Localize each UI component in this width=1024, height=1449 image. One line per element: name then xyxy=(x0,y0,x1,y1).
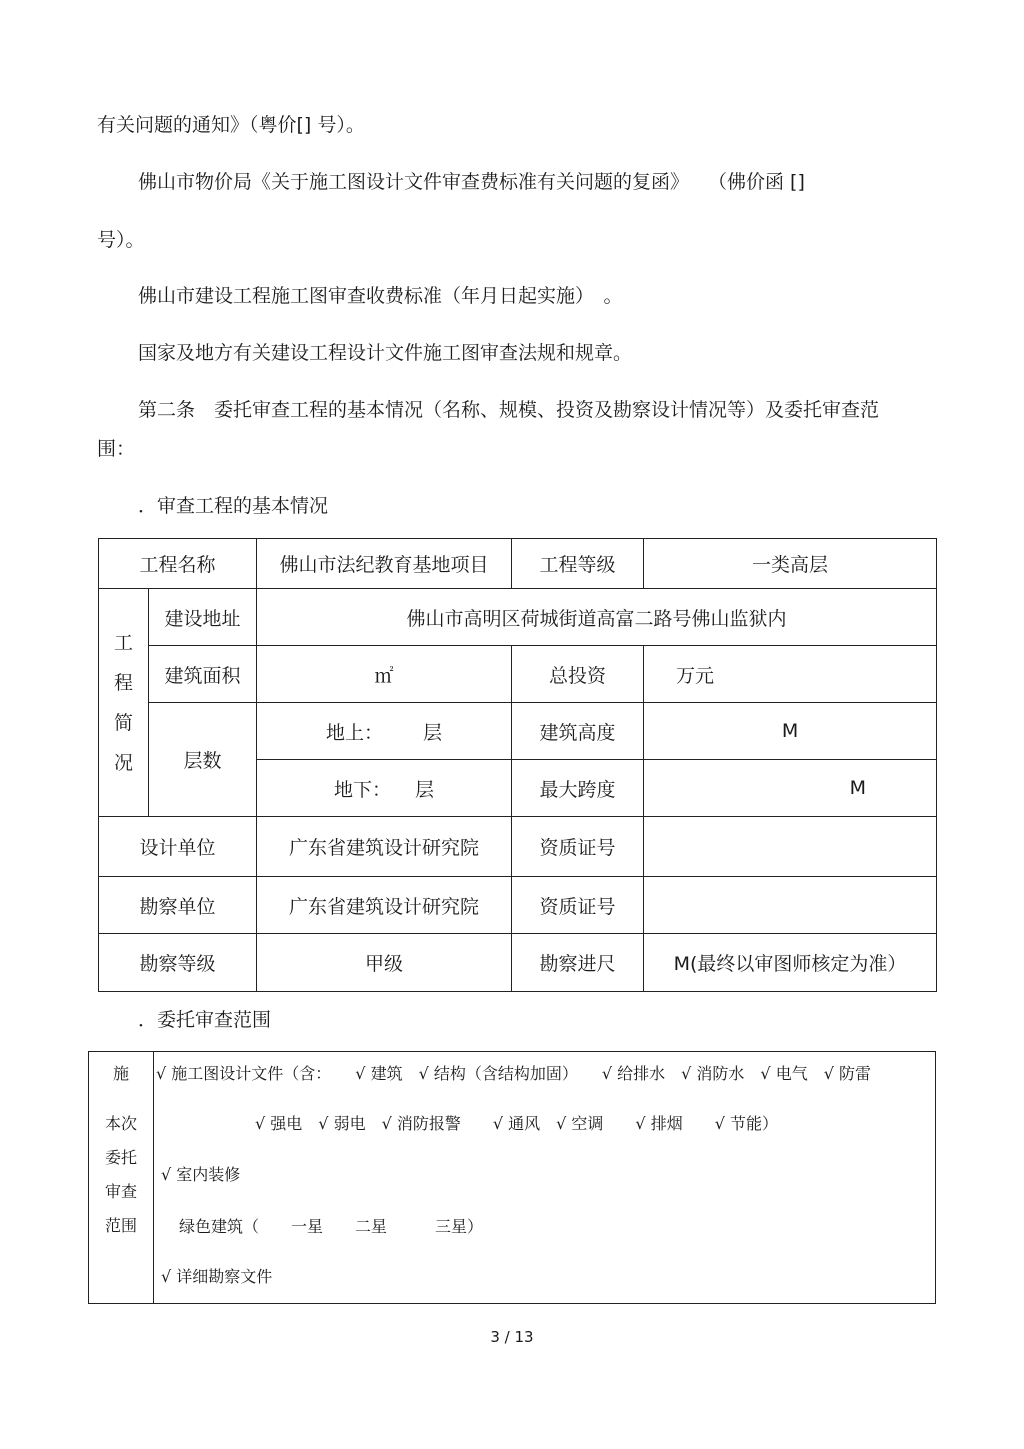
paragraph-regulations: 国家及地方有关建设工程设计文件施工图审查法规和规章。 xyxy=(138,342,633,364)
overview-char: 简 xyxy=(113,711,133,734)
review-scope-box xyxy=(88,1051,936,1304)
floors-above-unit: 层 xyxy=(423,721,443,744)
scope-line-survey: √ 详细勘察文件 xyxy=(161,1267,273,1286)
table-row xyxy=(99,589,937,646)
overview-char: 况 xyxy=(113,751,133,774)
area-value: ㎡ xyxy=(257,646,512,703)
paragraph-foshan-letter-cont: 号）。 xyxy=(97,229,145,251)
design-cert-label: 资质证号 xyxy=(512,817,644,877)
scope-line-green: 绿色建筑（ 一星 二星 三星） xyxy=(179,1217,484,1236)
floors-below-prefix: 地下： xyxy=(334,778,392,801)
project-overview-label xyxy=(99,589,149,817)
floors-above xyxy=(257,703,512,760)
scope-left-char: 范围 xyxy=(104,1216,137,1235)
address-label: 建设地址 xyxy=(149,589,257,646)
area-label: 建筑面积 xyxy=(149,646,257,703)
address-value: 佛山市高明区荷城街道高富二路号佛山监狱内 xyxy=(257,589,937,646)
survey-depth-value: M(最终以审图师核定为准） xyxy=(644,934,937,992)
table-row xyxy=(99,539,937,589)
section-heading-scope: ．委托审查范围 xyxy=(138,1009,272,1031)
survey-cert-value xyxy=(644,877,937,934)
paragraph-notice-end: 有关问题的通知》（粤价[] 号）。 xyxy=(97,114,365,136)
floors-label: 层数 xyxy=(149,703,257,817)
survey-unit-label: 勘察单位 xyxy=(99,877,257,934)
paragraph-article-two: 第二条 委托审查工程的基本情况（名称、规模、投资及勘察设计情况等）及委托审查范 xyxy=(138,399,880,421)
floors-above-prefix: 地上： xyxy=(326,721,384,744)
overview-char: 工 xyxy=(113,631,133,654)
investment-label: 总投资 xyxy=(512,646,644,703)
project-info-table xyxy=(98,538,937,992)
floors-below-unit: 层 xyxy=(415,778,435,801)
survey-depth-label: 勘察进尺 xyxy=(512,934,644,992)
scope-line-systems: √ 强电 √ 弱电 √ 消防报警 √ 通风 √ 空调 √ 排烟 √ 节能） xyxy=(255,1114,778,1133)
project-grade-value: 一类高层 xyxy=(644,539,937,589)
scope-line-drawings: √ 施工图设计文件（含： √ 建筑 √ 结构（含结构加固） √ 给排水 √ 消防水 √ 电气 √ 防雷 xyxy=(156,1064,871,1083)
scope-line-interior: √ 室内装修 xyxy=(161,1165,241,1184)
table-row xyxy=(99,703,937,760)
investment-value: 万元 xyxy=(644,646,937,703)
height-value: M xyxy=(644,703,937,760)
table-row xyxy=(99,646,937,703)
overview-char: 程 xyxy=(113,671,133,694)
scope-left-char: 委托 xyxy=(104,1148,137,1167)
paragraph-foshan-letter: 佛山市物价局《关于施工图设计文件审查费标准有关问题的复函》 （佛价函 [] xyxy=(138,171,805,193)
paragraph-article-two-cont: 围： xyxy=(97,438,136,460)
floors-below xyxy=(257,760,512,817)
design-unit-value: 广东省建筑设计研究院 xyxy=(257,817,512,877)
scope-label-column xyxy=(89,1052,154,1303)
span-label: 最大跨度 xyxy=(512,760,644,817)
survey-grade-value: 甲级 xyxy=(257,934,512,992)
table-row xyxy=(99,934,937,992)
table-row xyxy=(99,817,937,877)
project-name-label: 工程名称 xyxy=(99,539,257,589)
project-grade-label: 工程等级 xyxy=(512,539,644,589)
design-cert-value xyxy=(644,817,937,877)
table-row xyxy=(99,877,937,934)
section-heading-basic-info: ．审查工程的基本情况 xyxy=(138,495,329,517)
project-name-value: 佛山市法纪教育基地项目 xyxy=(257,539,512,589)
survey-cert-label: 资质证号 xyxy=(512,877,644,934)
height-label: 建筑高度 xyxy=(512,703,644,760)
scope-left-char: 审查 xyxy=(104,1182,137,1201)
survey-grade-label: 勘察等级 xyxy=(99,934,257,992)
scope-left-char: 本次 xyxy=(104,1114,137,1133)
page-number: 3 / 13 xyxy=(490,1328,534,1346)
paragraph-fee-standard: 佛山市建设工程施工图审查收费标准（年月日起实施） 。 xyxy=(138,285,623,307)
survey-unit-value: 广东省建筑设计研究院 xyxy=(257,877,512,934)
span-value: M xyxy=(644,760,937,817)
design-unit-label: 设计单位 xyxy=(99,817,257,877)
scope-left-top: 施 xyxy=(112,1064,129,1083)
